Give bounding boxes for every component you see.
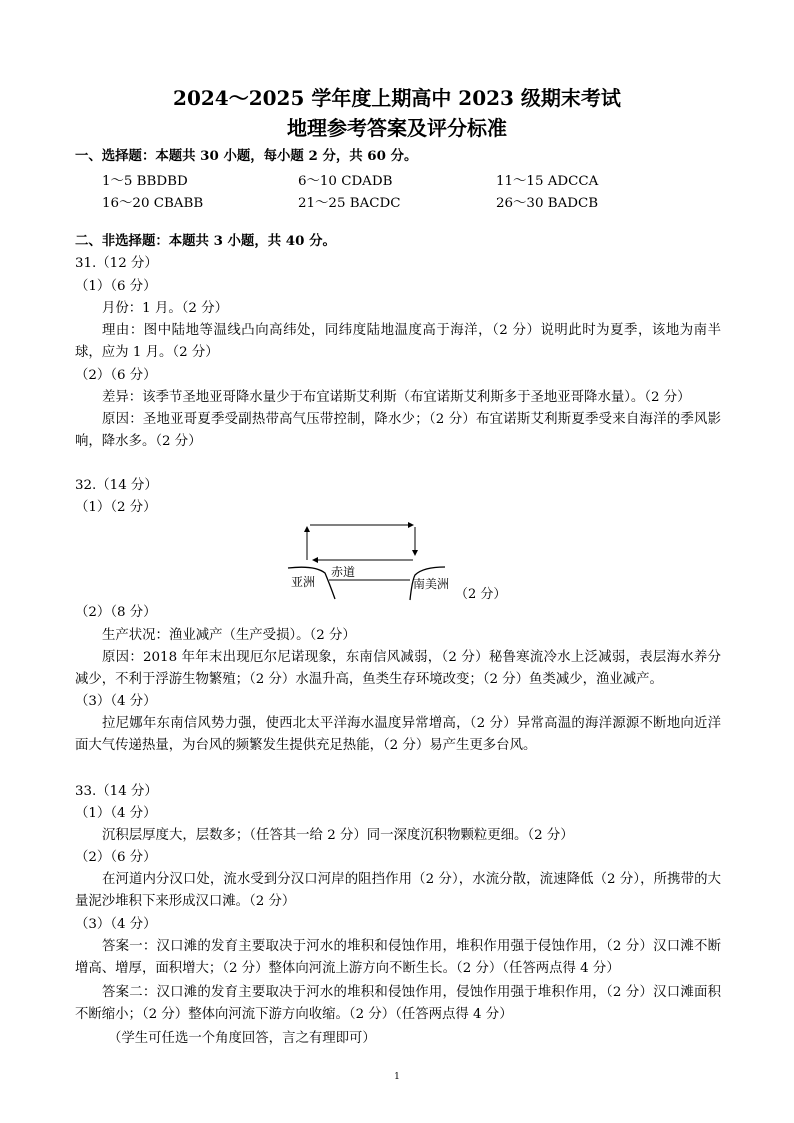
q33-answer: 沉积层厚度大，层数多；（任答其一给 2 分）同一深度沉积物颗粒更细。（2 分） bbox=[102, 828, 574, 843]
answer-group: 1～5 BBDBD bbox=[102, 174, 188, 189]
q32-part3: （3）（4 分） bbox=[75, 694, 157, 709]
q32-part1: （1）（2 分） bbox=[75, 500, 157, 515]
asia-label: 亚洲 bbox=[291, 575, 316, 589]
q31-part2: （2）（6 分） bbox=[75, 368, 157, 383]
answer-group: 21～25 BACDC bbox=[298, 196, 401, 211]
walker-circulation-diagram bbox=[285, 515, 515, 610]
section1-heading: 一、选择题：本题共 30 小题，每小题 2 分，共 60 分。 bbox=[75, 148, 418, 164]
page-number: 1 bbox=[394, 1072, 400, 1082]
q33-part1: （1）（4 分） bbox=[75, 806, 157, 821]
q33-note: （学生可任选一个角度回答，言之有理即可） bbox=[108, 1031, 376, 1046]
document-subtitle: 地理参考答案及评分标准 bbox=[287, 116, 507, 140]
q33-answer: 在河道内分汉口处，流水受到分汉口河岸的阻挡作用（2 分），水流分散，流速降低（2 分），所携带的大量泥沙堆积下来形成汉口滩。（2 分） bbox=[75, 872, 721, 910]
q32-answer: 生产状况：渔业减产（生产受损）。（2 分） bbox=[102, 628, 356, 643]
q31-answer: 月份：1 月。（2 分） bbox=[102, 301, 228, 316]
south-america-label: 南美洲 bbox=[413, 577, 450, 591]
q31-answer: 理由：图中陆地等温线凸向高纬处，同纬度陆地温度高于海洋，（2 分）说明此时为夏季，该地为南半球，应为 1 月。（2 分） bbox=[75, 323, 721, 361]
document-title: 2024～2025 学年度上期高中 2023 级期末考试 bbox=[173, 86, 621, 110]
q31-answer: 差异：该季节圣地亚哥降水量少于布宜诺斯艾利斯（布宜诺斯艾利斯多于圣地亚哥降水量）。（2 分） bbox=[102, 390, 691, 405]
diagram-score: （2 分） bbox=[455, 587, 507, 602]
q31-title: 31.（12 分） bbox=[75, 256, 158, 271]
answer-group: 26～30 BADCB bbox=[496, 196, 599, 211]
q32-answer: 拉尼娜年东南信风势力强，使西北太平洋海水温度异常增高，（2 分）异常高温的海洋源源不断地向近洋面大气传递热量，为台风的频繁发生提供充足热能，（2 分）易产生更多台风。 bbox=[75, 716, 721, 754]
q33-part3: （3）（4 分） bbox=[75, 917, 157, 932]
q31-answer: 原因：圣地亚哥夏季受副热带高气压带控制，降水少；（2 分）布宜诺斯艾利斯夏季受来自海洋的季风影响，降水多。（2 分） bbox=[75, 412, 721, 450]
answer-group: 16～20 CBABB bbox=[102, 196, 204, 211]
q33-answer: 答案二：汉口滩的发育主要取决于河水的堆积和侵蚀作用，侵蚀作用强于堆积作用，（2 分）汉口滩面积不断缩小；（2 分）整体向河流下游方向收缩。（2 分）（任答两点得 4 分） bbox=[75, 985, 721, 1023]
q32-title: 32.（14 分） bbox=[75, 478, 158, 493]
answer-group: 11～15 ADCCA bbox=[496, 174, 599, 189]
equator-label: 赤道 bbox=[331, 565, 356, 579]
q31-part1: （1）（6 分） bbox=[75, 279, 157, 294]
q33-part2: （2）（6 分） bbox=[75, 850, 157, 865]
q33-title: 33.（14 分） bbox=[75, 784, 158, 799]
q32-answer: 原因：2018 年年末出现厄尔尼诺现象，东南信风减弱，（2 分）秘鲁寒流冷水上泛减弱，表层海水养分减少，不利于浮游生物繁殖；（2 分）水温升高，鱼类生存环境改变；（2 分）鱼类减少，渔业减产。 bbox=[75, 650, 721, 688]
section2-heading: 二、非选择题：本题共 3 小题，共 40 分。 bbox=[75, 233, 336, 249]
q32-part2: （2）（8 分） bbox=[75, 605, 157, 620]
answer-group: 6～10 CDADB bbox=[298, 174, 393, 189]
q33-answer: 答案一：汉口滩的发育主要取决于河水的堆积和侵蚀作用，堆积作用强于侵蚀作用，（2 分）汉口滩不断增高、增厚，面积增大；（2 分）整体向河流上游方向不断生长。（2 分）（任答两点得 4 分） bbox=[75, 939, 721, 977]
